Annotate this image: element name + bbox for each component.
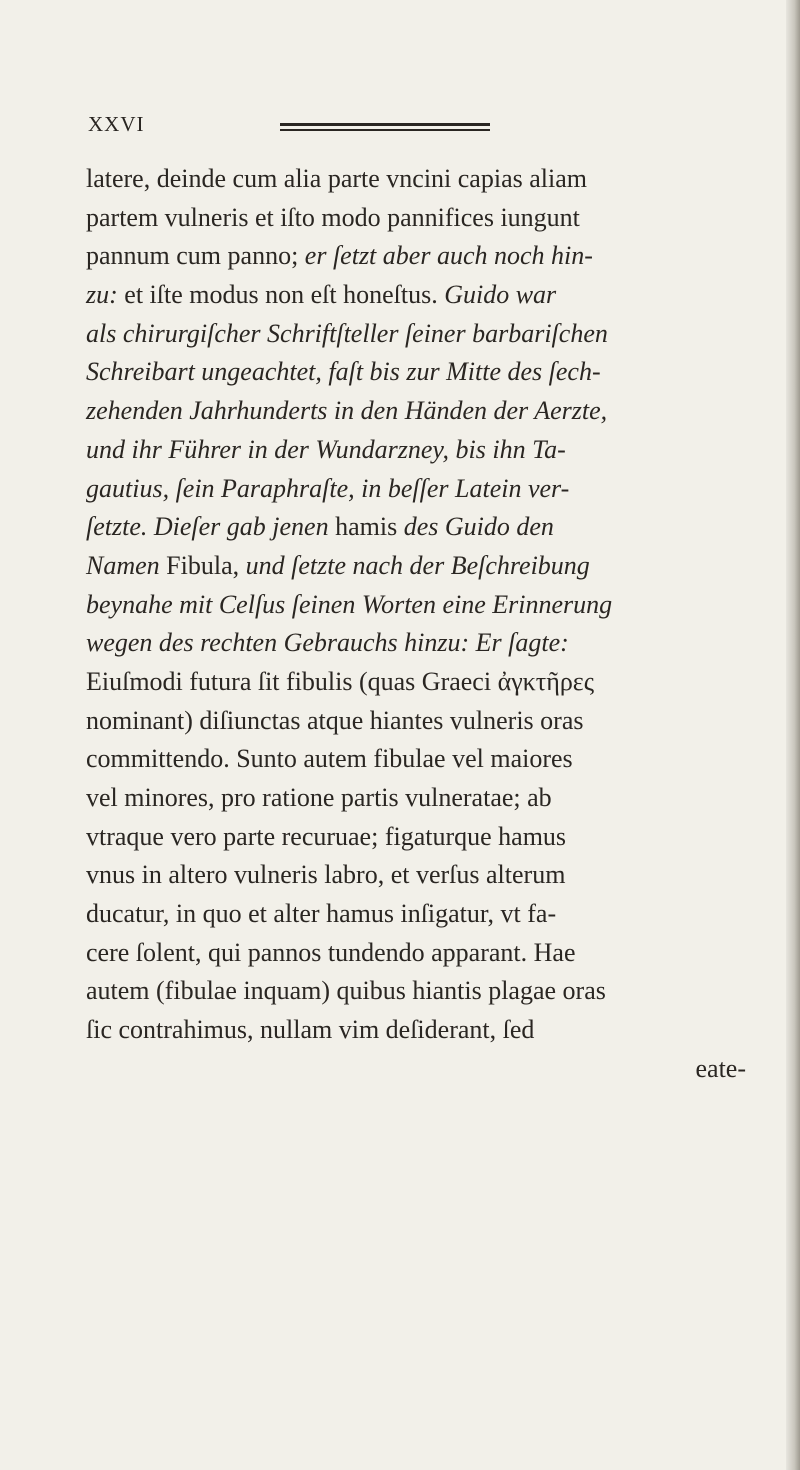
italic-segment: Guido war xyxy=(444,280,557,310)
text-segment: autem (fibulae inquam) quibus hiantis plagae oras xyxy=(86,976,606,1006)
text-line xyxy=(86,431,786,470)
text-line xyxy=(86,895,786,934)
page-edge-shadow xyxy=(786,0,800,1470)
page-number: XXVI xyxy=(88,112,145,136)
text-line xyxy=(86,508,786,547)
text-segment: ſic contrahimus, nullam vim deſiderant, ſed xyxy=(86,1015,535,1045)
text-line xyxy=(86,779,786,818)
text-segment: vtraque vero parte recuruae; figaturque hamus xyxy=(86,821,567,851)
italic-segment: als chirurgiſcher Schriftſteller ſeiner barbariſchen xyxy=(86,318,608,348)
body-text xyxy=(86,160,786,1089)
text-line xyxy=(86,276,786,315)
text-segment: committendo. Sunto autem fibulae vel maiores xyxy=(86,744,573,774)
italic-segment: Namen xyxy=(86,550,160,580)
text-line xyxy=(86,740,786,779)
text-line xyxy=(86,237,786,276)
text-line xyxy=(86,392,786,431)
text-segment: nominant) diſiunctas atque hiantes vulneris oras xyxy=(86,705,584,735)
text-line xyxy=(86,663,786,702)
text-line xyxy=(86,586,786,625)
text-line xyxy=(86,315,786,354)
italic-segment: wegen des rechten Gebrauchs hinzu: Er ſagte: xyxy=(86,628,569,658)
italic-segment: des Guido den xyxy=(403,512,554,542)
italic-segment: Schreibart ungeachtet, faſt bis zur Mitte des ſech- xyxy=(86,357,601,387)
text-line xyxy=(86,470,786,509)
header-rule xyxy=(280,123,490,131)
italic-segment: ſetzte. Dieſer gab jenen xyxy=(86,512,329,542)
italic-segment: und ihr Führer in der Wundarzney, bis ihn Ta- xyxy=(86,434,566,464)
catchword: eate- xyxy=(695,1053,746,1083)
text-line xyxy=(86,160,786,199)
text-line xyxy=(86,353,786,392)
text-line xyxy=(86,547,786,586)
text-segment: vel minores, pro ratione partis vulneratae; ab xyxy=(86,783,552,812)
italic-segment: er ſetzt aber auch noch hin- xyxy=(304,241,593,271)
text-line xyxy=(86,972,786,1011)
text-segment: Eiuſmodi futura ſit fibulis (quas Graeci ἀγκτῆρες xyxy=(86,666,595,696)
text-segment: Fibula, xyxy=(159,550,246,580)
text-line xyxy=(86,702,786,741)
text-line xyxy=(86,199,786,238)
italic-segment: gautius, ſein Paraphraſte, in beſſer Latein ver- xyxy=(86,473,570,503)
text-segment: latere, deinde cum alia parte vncini capias aliam xyxy=(86,164,587,193)
italic-segment: zu: xyxy=(86,280,118,310)
text-segment: hamis xyxy=(328,512,404,542)
text-segment: pannum cum panno; xyxy=(86,241,305,271)
text-line xyxy=(86,934,786,973)
italic-segment: und ſetzte nach der Beſchreibung xyxy=(245,550,590,580)
text-segment: partem vulneris et iſto modo pannifices iungunt xyxy=(86,202,580,232)
text-line xyxy=(86,856,786,895)
text-segment: et iſte modus non eſt honeſtus. xyxy=(117,280,445,310)
text-line xyxy=(86,818,786,857)
text-segment: cere ſolent, qui pannos tundendo apparant. Hae xyxy=(86,937,576,967)
italic-segment: zehenden Jahrhunderts in den Händen der Aerzte, xyxy=(86,396,608,426)
italic-segment: beynahe mit Celſus ſeinen Worten eine Erinnerung xyxy=(86,589,613,619)
text-line xyxy=(86,1011,786,1050)
text-line xyxy=(86,624,786,663)
text-segment: vnus in altero vulneris labro, et verſus alterum xyxy=(86,860,566,890)
text-segment: ducatur, in quo et alter hamus inſigatur, vt fa- xyxy=(86,899,557,929)
